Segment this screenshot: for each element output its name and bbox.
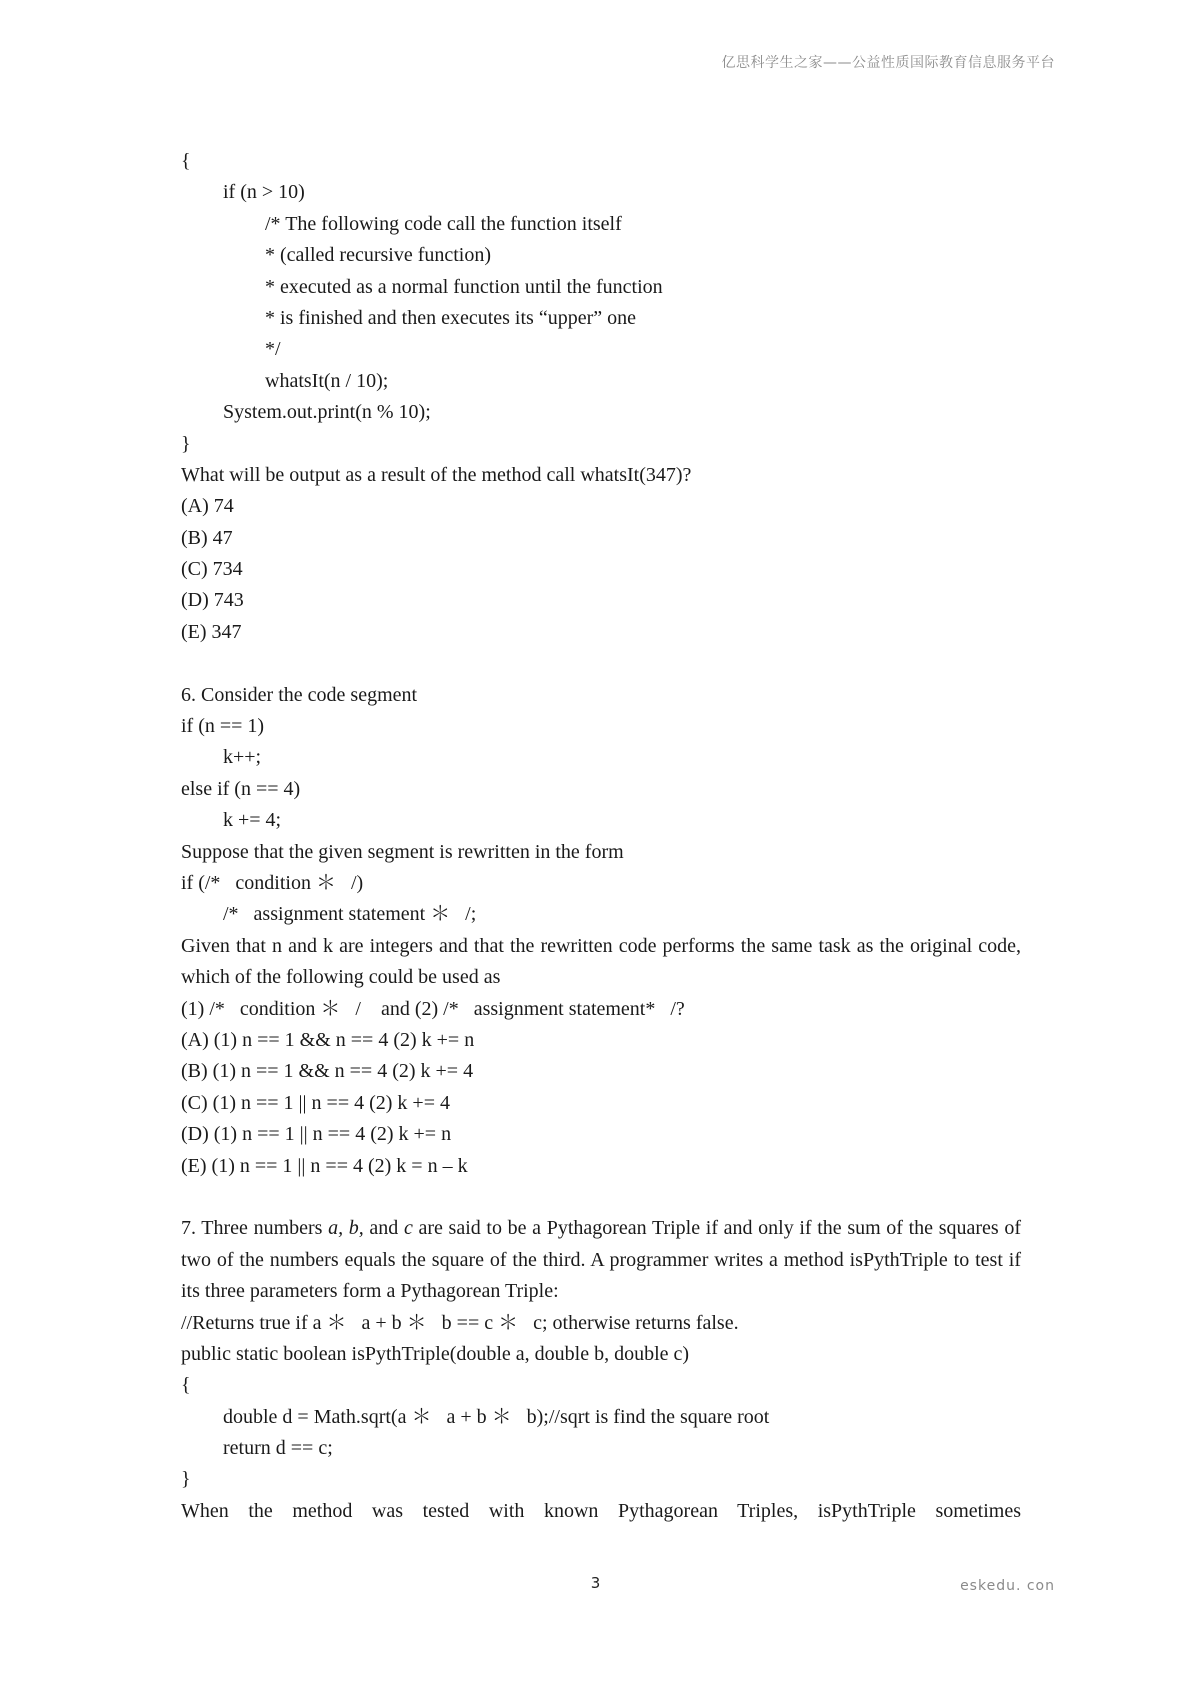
q5-option: (E) 347: [181, 620, 242, 643]
code-line: whatsIt(n / 10);: [265, 369, 389, 392]
spacer: [181, 1182, 1021, 1213]
q5-option: (B) 47: [181, 526, 233, 549]
q6-code-line: k++;: [223, 746, 262, 769]
q5-option: (C) 734: [181, 558, 243, 581]
code-line: * is finished and then executes its “upper” one: [265, 306, 636, 329]
q6-code-line: if (n == 1): [181, 715, 265, 738]
code-line: /* The following code call the function itself: [265, 212, 622, 235]
q7-intro-part: and: [363, 1217, 404, 1240]
q7-code-line: public static boolean isPythTriple(double a, double b, double c): [181, 1342, 690, 1365]
code-line: * executed as a normal function until the function: [265, 275, 663, 298]
q7-code-line: double d = Math.sqrt(a ＊ a + b ＊ b);//sqrt is find the square root: [223, 1405, 770, 1428]
q7-intro-part: are said to be a Pythagorean Triple if and only if the sum of the squares of two of the numbers equals the square of the third. A programmer writes a method isPythTriple to test if its three parameters form a Pythagorean Triple:: [181, 1217, 1021, 1303]
code-line: */: [265, 338, 281, 361]
q7-code-line: }: [181, 1468, 191, 1491]
spacer: [181, 648, 1021, 679]
code-line: System.out.print(n % 10);: [223, 401, 431, 424]
q6-option: (E) (1) n == 1 || n == 4 (2) k = n – k: [181, 1154, 468, 1177]
q6-question-tail: (1) /* condition ＊ / and (2) /* assignment statement* /?: [181, 997, 685, 1020]
q6-question: Given that n and k are integers and that the rewritten code performs the same task as the original code, which of the following could be used as: [181, 934, 1021, 989]
q6-rewrite-code: /* assignment statement ＊ /;: [223, 903, 477, 926]
page-header: 亿思科学生之家——公益性质国际教育信息服务平台: [721, 55, 1055, 71]
q7-final-line: When the method was tested with known Pythagorean Triples, isPythTriple sometimes: [181, 1499, 1021, 1522]
q6-option: (B) (1) n == 1 && n == 4 (2) k += 4: [181, 1060, 474, 1083]
q6-rewrite-code: if (/* condition ＊ /): [181, 871, 364, 894]
q6-code-line: k += 4;: [223, 809, 282, 832]
q7-code-line: //Returns true if a ＊ a + b ＊ b == c ＊ c; otherwise returns false.: [181, 1311, 739, 1334]
q7-intro: [181, 1213, 1021, 1307]
code-line: {: [181, 150, 191, 172]
q6-code-line: else if (n == 4): [181, 777, 301, 800]
q7-intro-part: 7. Three numbers: [181, 1217, 329, 1240]
q5-option: (A) 74: [181, 495, 234, 518]
q5-prompt: What will be output as a result of the method call whatsIt(347)?: [181, 463, 692, 486]
q6-title: 6. Consider the code segment: [181, 683, 418, 706]
q6-rewrite-intro: Suppose that the given segment is rewritten in the form: [181, 840, 624, 863]
q5-option: (D) 743: [181, 589, 244, 612]
q6-option: (D) (1) n == 1 || n == 4 (2) k += n: [181, 1123, 452, 1146]
q7-code-line: return d == c;: [223, 1437, 333, 1460]
q6-option: (A) (1) n == 1 && n == 4 (2) k += n: [181, 1028, 475, 1051]
code-line: * (called recursive function): [265, 244, 492, 267]
page-number: 3: [590, 1574, 601, 1592]
page-footer: eskedu. con: [960, 1578, 1055, 1594]
document-body: [181, 146, 1021, 1527]
code-line: }: [181, 432, 191, 455]
q6-option: (C) (1) n == 1 || n == 4 (2) k += 4: [181, 1091, 450, 1114]
q7-code-line: {: [181, 1374, 191, 1397]
code-line: if (n > 10): [223, 181, 305, 204]
q7-var-ab: a, b,: [328, 1217, 364, 1240]
q7-var-c: c: [403, 1217, 413, 1240]
